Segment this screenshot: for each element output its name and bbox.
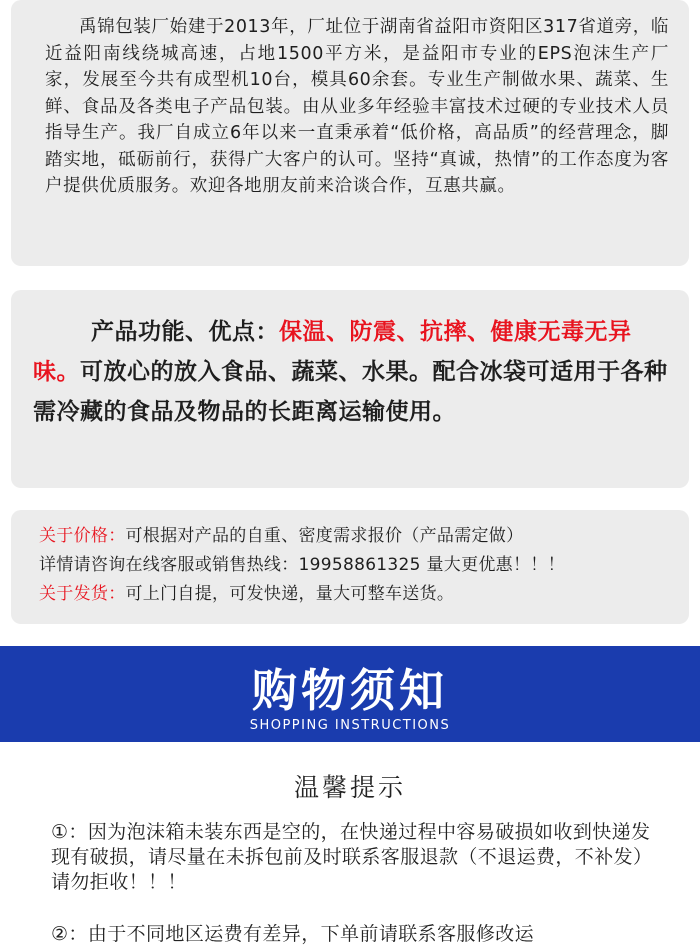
price-shipping-card	[11, 510, 689, 624]
tips-heading: 温馨提示	[293, 773, 406, 802]
price-text: 可根据对产品的自重、密度需求报价（产品需定做）	[125, 526, 524, 546]
banner-title: 购物须知	[251, 664, 448, 717]
shipping-row	[39, 580, 673, 609]
company-intro-card	[11, 0, 689, 266]
features-rest: 可放心的放入食品、蔬菜、水果。配合冰袋可适用于各种需冷藏的食品及物品的长距离运输使用。	[33, 359, 668, 425]
contact-row	[39, 551, 673, 580]
product-features-card	[11, 290, 689, 488]
shipping-text: 可上门自提，可发快递，量大可整车送货。	[125, 584, 455, 604]
features-label: 产品功能、优点：	[91, 319, 279, 345]
features-highlight: 保温、防震、抗摔、健康无毒无异味。	[33, 319, 632, 385]
price-label: 关于价格：	[39, 526, 126, 546]
price-row	[39, 522, 673, 551]
banner-subtitle: SHOPPING INSTRUCTIONS	[249, 718, 451, 733]
company-intro-text: 禹锦包装厂始建于2013年，厂址位于湖南省益阳市资阳区317省道旁，临近益阳南线绕城高速，占地1500平方米，是益阳市专业的EPS泡沫生产厂家，发展至今共有成型机10台，模具60余套。专业生产制做水果、蔬菜、生鲜、食品及各类电子产品包装。由从业多年经验丰富技术过硬的专业技术人员指导生产。我厂自成立6年以来一直秉承着“低价格，高品质”的经营理念，脚踏实地，砥砺前行，获得广大客户的认可。坚持“真诚，热情”的工作态度为客户提供优质服务。欢迎各地朋友前来洽谈合作，互惠共赢。	[45, 17, 669, 196]
tip-2	[51, 922, 651, 945]
shipping-label: 关于发货：	[39, 584, 126, 604]
tip-2-text: ②：由于不同地区运费有差异，下单前请联系客服修改运	[51, 923, 535, 945]
product-features-text	[33, 312, 671, 432]
shopping-instructions-banner	[0, 646, 700, 742]
contact-text: 详情请咨询在线客服或销售热线：19958861325 量大更优惠！！！	[39, 555, 565, 575]
tip-1: ①：因为泡沫箱未装东西是空的，在快递过程中容易破损如收到快递发现有破损，请尽量在未拆包前及时联系客服退款（不退运费，不补发）请勿拒收！！！	[51, 821, 651, 893]
